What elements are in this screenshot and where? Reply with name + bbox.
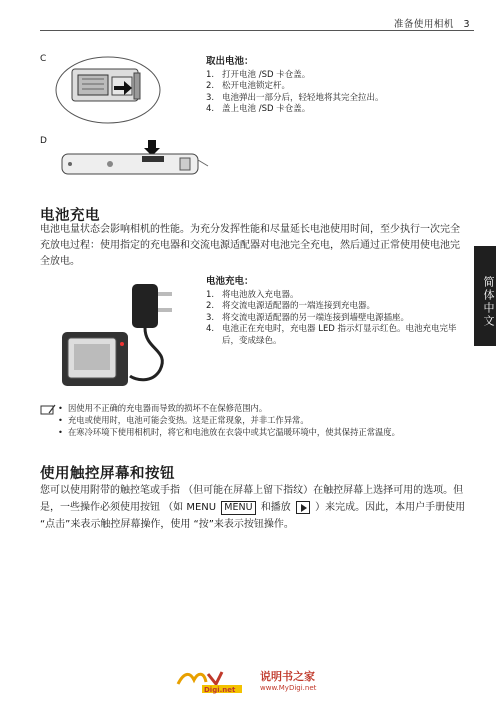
step-item: 1. 将电池放入充电器。 [206,289,299,300]
page-header [394,16,470,30]
logo-text: Digi.net [204,686,236,694]
notes-list [58,403,468,438]
menu-key-glyph: MENU [221,501,255,515]
footer-brand: 说明书之家 [260,670,315,683]
step-item: 1. 打开电池 /SD 卡仓盖。 [206,69,311,80]
step-item: 2. 松开电池锁定杆。 [206,81,291,91]
charge-steps [206,276,464,347]
charging-paragraph: 电池电量状态会影响相机的性能。为充分发挥性能和尽量延长电池使用时间，至少执行一次完全充放电过程：使用指定的充电器和交流电源适配器对电池完全充电，然后通过正常使用使电池完全放电。 [40,224,460,267]
charge-steps-title: 电池充电： [206,276,254,287]
battery-removal-illustration [54,55,162,125]
step-item: 3. 将交流电源适配器的另一端连接到墙壁电源插座。 [206,312,410,323]
play-button-icon [296,501,310,514]
charger-illustration [60,280,200,392]
touch-paragraph: 您可以使用附带的触控笔或手指 （但可能在屏幕上留下指纹）在触控屏幕上选择可用的选项。但是，一些操作必须使用按钮 （如 MENU MENU 和播放 ）来完成。因此，本用户手册使用 “点击”来表示触控屏幕操作，使用 “按”来表示按钮操作。 [40,485,466,530]
step-item: 4. 盖上电池 /SD 卡仓盖。 [206,104,311,114]
charging-section-title: 电池充电 [40,208,100,224]
remove-battery-title: 取出电池： [206,56,254,67]
step-item: 2. 将交流电源适配器的一端连接到充电器。 [206,301,376,311]
note-item: • 充电或使用时，电池可能会变热。这是正常现象，并非工作异常。 [58,415,468,427]
figure-c-label: C [40,54,47,64]
page-number: 3 [463,19,470,30]
mydigi-logo [176,666,258,694]
step-item: 3. 电池弹出一部分后，轻轻地将其完全拉出。 [206,92,384,103]
note-item: • 在寒冷环境下使用相机时，将它和电池放在衣袋中或其它温暖环境中，使其保持正常温度。 [58,427,468,439]
note-item: • 因使用不正确的充电器而导致的损坏不在保修范围内。 [58,403,468,415]
step-item: 4. 电池正在充电时，充电器 LED 指示灯显示红色。电池充电完毕后，变成绿色。 [206,324,457,346]
language-tab: 简体中文 [474,246,496,346]
header-section-title: 准备使用相机 [393,19,454,30]
footer-url: www.MyDigi.net [260,684,317,692]
touch-section-title: 使用触控屏幕和按钮 [40,466,175,482]
note-pencil-icon [40,404,56,416]
figure-d-label: D [40,136,47,146]
remove-battery-steps [206,56,462,116]
footer-watermark [176,666,336,696]
header-rule [40,30,474,31]
camera-cover-illustration [60,138,210,178]
